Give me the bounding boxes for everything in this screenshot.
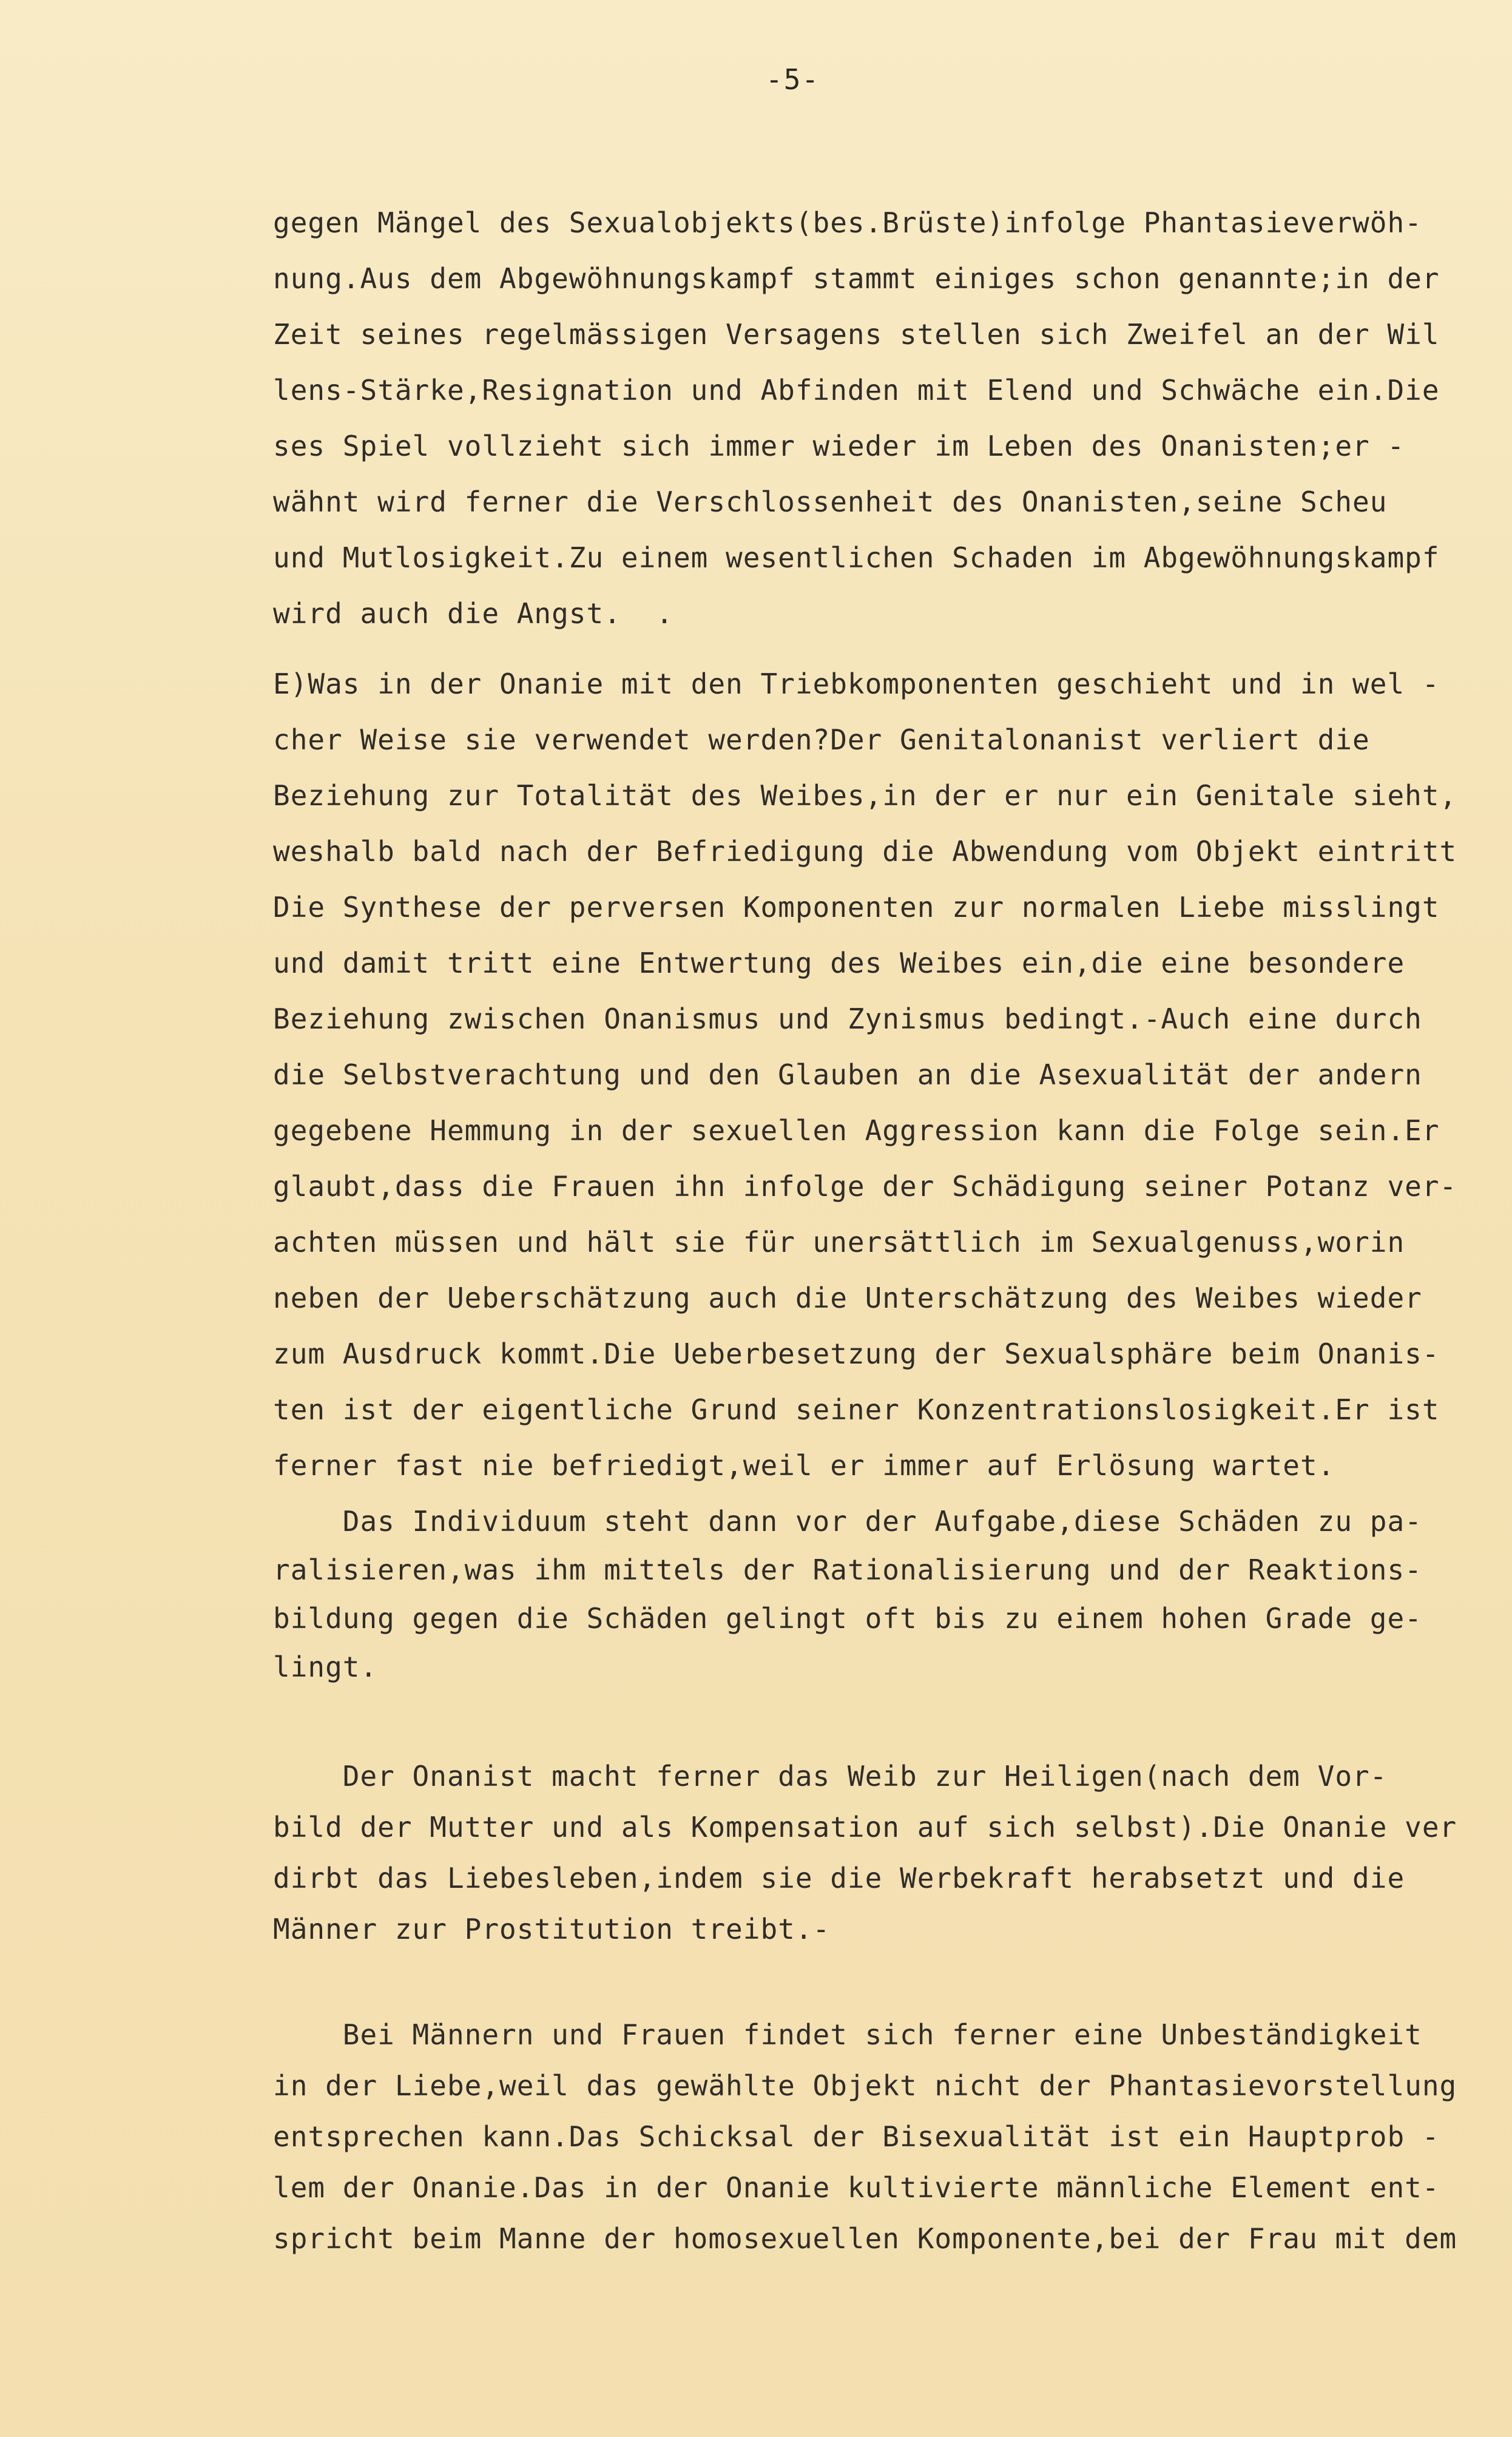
text-line: und Mutlosigkeit.Zu einem wesentlichen Schaden im Abgewöhnungskampf [273,541,1440,574]
text-line: wähnt wird ferner die Verschlossenheit des Onanisten,seine Scheu [273,485,1388,518]
text-line: zum Ausdruck kommt.Die Ueberbesetzung der Sexualsphäre beim Onanis- [273,1337,1440,1370]
text-line: ten ist der eigentliche Grund seiner Konzentrationslosigkeit.Er ist [273,1393,1440,1426]
text-line: ferner fast nie befriedigt,weil er immer auf Erlösung wartet. [273,1449,1335,1482]
text-line: Männer zur Prostitution treibt.- [273,1913,831,1945]
text-line: in der Liebe,weil das gewählte Objekt nicht der Phantasievorstellung [273,2069,1457,2102]
text-line: und damit tritt eine Entwertung des Weibes ein,die eine besondere [273,947,1405,979]
text-line: ses Spiel vollzieht sich immer wieder im Leben des Onanisten;er - [273,430,1405,462]
text-line: Beziehung zwischen Onanismus und Zynismus bedingt.-Auch eine durch [273,1002,1422,1035]
text-line: spricht beim Manne der homosexuellen Komponente,bei der Frau mit dem [273,2222,1457,2255]
text-line: die Selbstverachtung und den Glauben an die Asexualität der andern [273,1058,1422,1091]
text-line: bildung gegen die Schäden gelingt oft bis zu einem hohen Grade ge- [273,1602,1422,1635]
text-line: neben der Ueberschätzung auch die Unterschätzung des Weibes wieder [273,1282,1422,1314]
text-line: Das Individuum steht dann vor der Aufgabe,diese Schäden zu pa- [273,1505,1422,1538]
text-line: dirbt das Liebesleben,indem sie die Werbekraft herabsetzt und die [273,1862,1405,1895]
text-line: Die Synthese der perversen Komponenten zur normalen Liebe misslingt [273,891,1440,924]
text-line: achten müssen und hält sie für unersättlich im Sexualgenuss,worin [273,1226,1405,1259]
text-line: Der Onanist macht ferner das Weib zur Heiligen(nach dem Vor- [273,1760,1388,1793]
text-line: ralisieren,was ihm mittels der Rationalisierung und der Reaktions- [273,1553,1422,1586]
text-line: Beziehung zur Totalität des Weibes,in der er nur ein Genitale sieht, [273,779,1457,812]
text-line: Zeit seines regelmässigen Versagens stellen sich Zweifel an der Wil [273,318,1440,351]
text-line: wird auch die Angst. . [273,597,673,630]
text-line: glaubt,dass die Frauen ihn infolge der Schädigung seiner Potanz ver- [273,1170,1457,1203]
text-line: lens-Stärke,Resignation und Abfinden mit Elend und Schwäche ein.Die [273,374,1440,407]
text-line: gegebene Hemmung in der sexuellen Aggression kann die Folge sein.Er [273,1114,1440,1147]
text-line: nung.Aus dem Abgewöhnungskampf stammt einiges schon genannte;in der [273,262,1440,295]
text-line: entsprechen kann.Das Schicksal der Bisexualität ist ein Hauptprob - [273,2120,1440,2153]
text-line: E)Was in der Onanie mit den Triebkomponenten geschieht und in wel - [273,668,1440,700]
text-line: lingt. [273,1651,378,1683]
text-line: weshalb bald nach der Befriedigung die Abwendung vom Objekt eintritt [273,835,1457,868]
text-line: lem der Onanie.Das in der Onanie kultivierte männliche Element ent- [273,2171,1440,2204]
text-line: bild der Mutter und als Kompensation auf sich selbst).Die Onanie ver [273,1811,1457,1844]
text-line: Bei Männern und Frauen findet sich ferner eine Unbeständigkeit [273,2018,1422,2051]
text-line: gegen Mängel des Sexualobjekts(bes.Brüste)infolge Phantasieverwöh- [273,206,1422,239]
text-line: cher Weise sie verwendet werden?Der Genitalonanist verliert die [273,723,1370,756]
page-number: -5- [766,63,820,96]
